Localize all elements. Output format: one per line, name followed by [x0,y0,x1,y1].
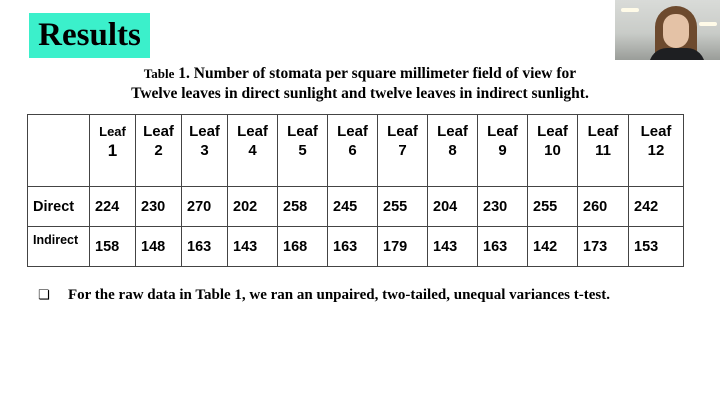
checkbox-bullet-icon: ❏ [38,288,50,303]
table-cell: 255 [378,187,428,227]
header-leaf-number: 7 [398,142,407,159]
header-leaf-number: 4 [248,142,257,159]
header-leaf-6 [328,115,378,187]
header-leaf-number: 3 [200,142,209,159]
table-cell: 142 [528,227,578,267]
table-cell: 258 [278,187,328,227]
header-leaf-label: Leaf [387,123,418,140]
header-leaf-1 [90,115,136,187]
caption-line-1: 1. Number of stomata per square millimeter field of view for [174,65,577,82]
table-cell: 179 [378,227,428,267]
table-cell: 204 [428,187,478,227]
table-cell: 255 [528,187,578,227]
table-cell: 270 [182,187,228,227]
table-row [28,227,684,267]
header-leaf-label: Leaf [487,123,518,140]
presenter-webcam-thumbnail [615,0,720,60]
table-cell: 245 [328,187,378,227]
header-leaf-label: Leaf [587,123,619,140]
header-leaf-10 [528,115,578,187]
bullet-note [38,285,678,306]
table-cell: 230 [136,187,182,227]
header-leaf-label: Leaf [437,123,468,140]
header-leaf-4 [228,115,278,187]
header-leaf-label: Leaf [287,123,318,140]
table-cell: 163 [182,227,228,267]
header-leaf-12 [629,115,684,187]
caption-table-word: Table [143,66,175,81]
caption-line-2: Twelve leaves in direct sunlight and twelve leaves in indirect sunlight. [131,85,589,102]
header-leaf-label: Leaf [237,123,268,140]
header-leaf-7 [378,115,428,187]
table-cell: 230 [478,187,528,227]
header-leaf-number: 1 [107,141,118,160]
header-leaf-label: Leaf [537,123,568,140]
header-leaf-5 [278,115,328,187]
table-cell: 224 [90,187,136,227]
table-cell: 168 [278,227,328,267]
header-leaf-label: Leaf [143,123,174,140]
header-leaf-number: 5 [298,142,307,159]
header-leaf-label: Leaf [640,123,672,140]
row-label-direct: Direct [28,187,90,227]
header-leaf-number: 11 [595,142,611,159]
table-cell: 143 [428,227,478,267]
header-leaf-number: 2 [154,142,163,159]
table-cell: 242 [629,187,684,227]
header-leaf-2 [136,115,182,187]
title-highlight [29,13,150,58]
stomata-table [27,114,684,267]
slide-title: Results [38,17,141,53]
table-cell: 202 [228,187,278,227]
table-cell: 158 [90,227,136,267]
header-leaf-label: Leaf [337,123,368,140]
table-row [28,187,684,227]
header-leaf-number: 10 [544,142,561,159]
header-leaf-9 [478,115,528,187]
header-leaf-8 [428,115,478,187]
header-leaf-number: 8 [448,142,457,159]
table-caption [60,64,660,104]
header-leaf-number: 6 [348,142,357,159]
row-label-indirect: Indirect [28,227,90,267]
bullet-text: For the raw data in Table 1, we ran an unpaired, two-tailed, unequal variances t-test. [68,287,610,303]
table-cell: 148 [136,227,182,267]
header-leaf-label: Leaf [99,124,126,139]
table-cell: 153 [629,227,684,267]
header-leaf-3 [182,115,228,187]
table-cell: 163 [478,227,528,267]
header-leaf-label: Leaf [189,123,220,140]
header-leaf-11 [578,115,629,187]
header-leaf-number: 12 [647,142,665,159]
table-cell: 260 [578,187,629,227]
table-header-row [28,115,684,187]
table-cell: 143 [228,227,278,267]
header-leaf-number: 9 [498,142,507,159]
header-corner-cell [28,115,90,187]
table-cell: 163 [328,227,378,267]
table-cell: 173 [578,227,629,267]
